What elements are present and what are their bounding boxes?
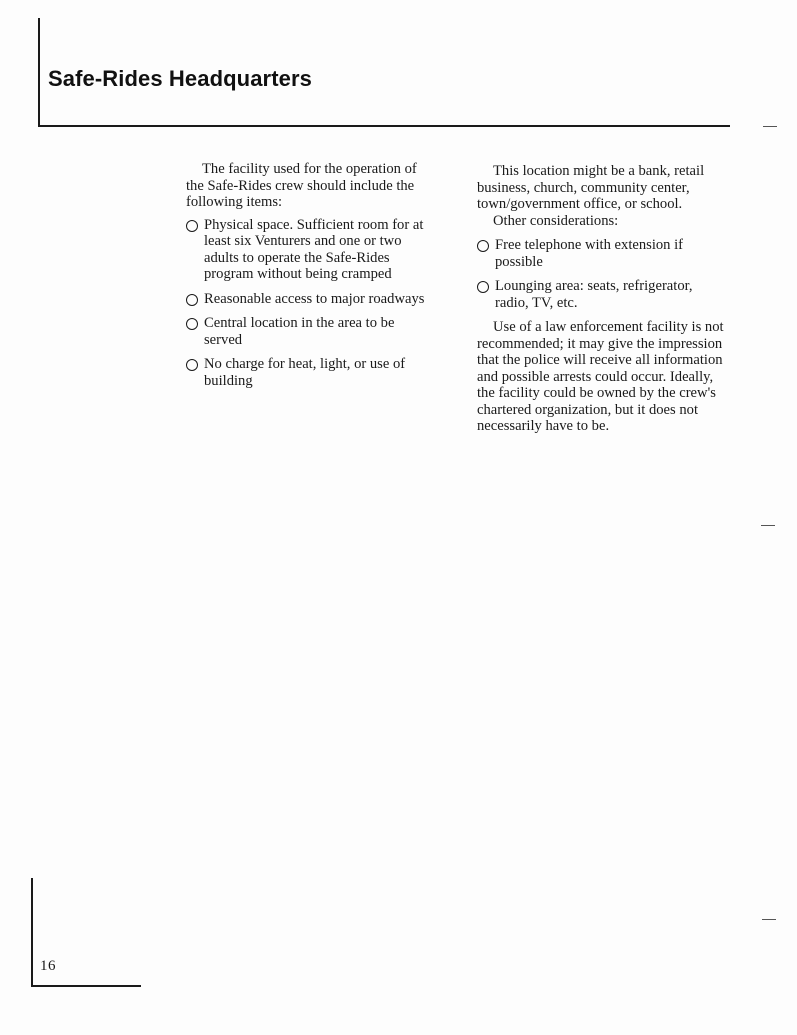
- list-item: [477, 278, 729, 311]
- list-item-text: Central location in the area to be served: [204, 315, 395, 348]
- page-number: 16: [40, 958, 56, 974]
- right-closing-paragraph: Use of a law enforcement facility is not recommended; it may give the impression that the police will receive all information and possible arrests could occur. Ideally, the facility could be owned by the crew's chartered organization, but it does not necessarily have to be.: [477, 319, 724, 434]
- circle-bullet-icon: [477, 240, 489, 252]
- list-item: [186, 356, 436, 389]
- list-item-text: Free telephone with extension if possible: [495, 237, 684, 270]
- list-item-text: Lounging area: seats, refrigerator, radio, TV, etc.: [495, 278, 693, 311]
- header-frame-left-rule: [38, 18, 40, 126]
- circle-bullet-icon: [186, 318, 198, 330]
- margin-tick-mark: [762, 919, 776, 920]
- list-item-text: No charge for heat, light, or use of building: [204, 356, 406, 389]
- list-item-text: Reasonable access to major roadways: [204, 290, 425, 307]
- list-item: [186, 315, 436, 348]
- header-frame-bottom-rule: [38, 125, 730, 127]
- list-item: [477, 237, 729, 270]
- circle-bullet-icon: [477, 281, 489, 293]
- margin-tick-mark: [761, 525, 775, 526]
- right-column: [477, 163, 729, 435]
- footer-frame-bottom-rule: [31, 985, 141, 987]
- circle-bullet-icon: [186, 294, 198, 306]
- list-item: [186, 291, 436, 308]
- right-intro-paragraph: This location might be a bank, retail business, church, community center, town/government office, or school.: [477, 163, 705, 212]
- footer-frame-left-rule: [31, 878, 33, 986]
- left-intro-paragraph: The facility used for the operation of the Safe-Rides crew should include the following items:: [186, 161, 417, 210]
- circle-bullet-icon: [186, 359, 198, 371]
- list-item: [186, 217, 436, 283]
- page-title: Safe-Rides Headquarters: [48, 66, 312, 91]
- circle-bullet-icon: [186, 220, 198, 232]
- margin-tick-mark: [763, 126, 777, 127]
- left-column: [186, 161, 436, 389]
- list-item-text: Physical space. Sufficient room for at least six Venturers and one or two adults to operate the Safe-Rides program without being cramped: [204, 216, 424, 282]
- other-considerations-label: Other considerations:: [493, 212, 619, 229]
